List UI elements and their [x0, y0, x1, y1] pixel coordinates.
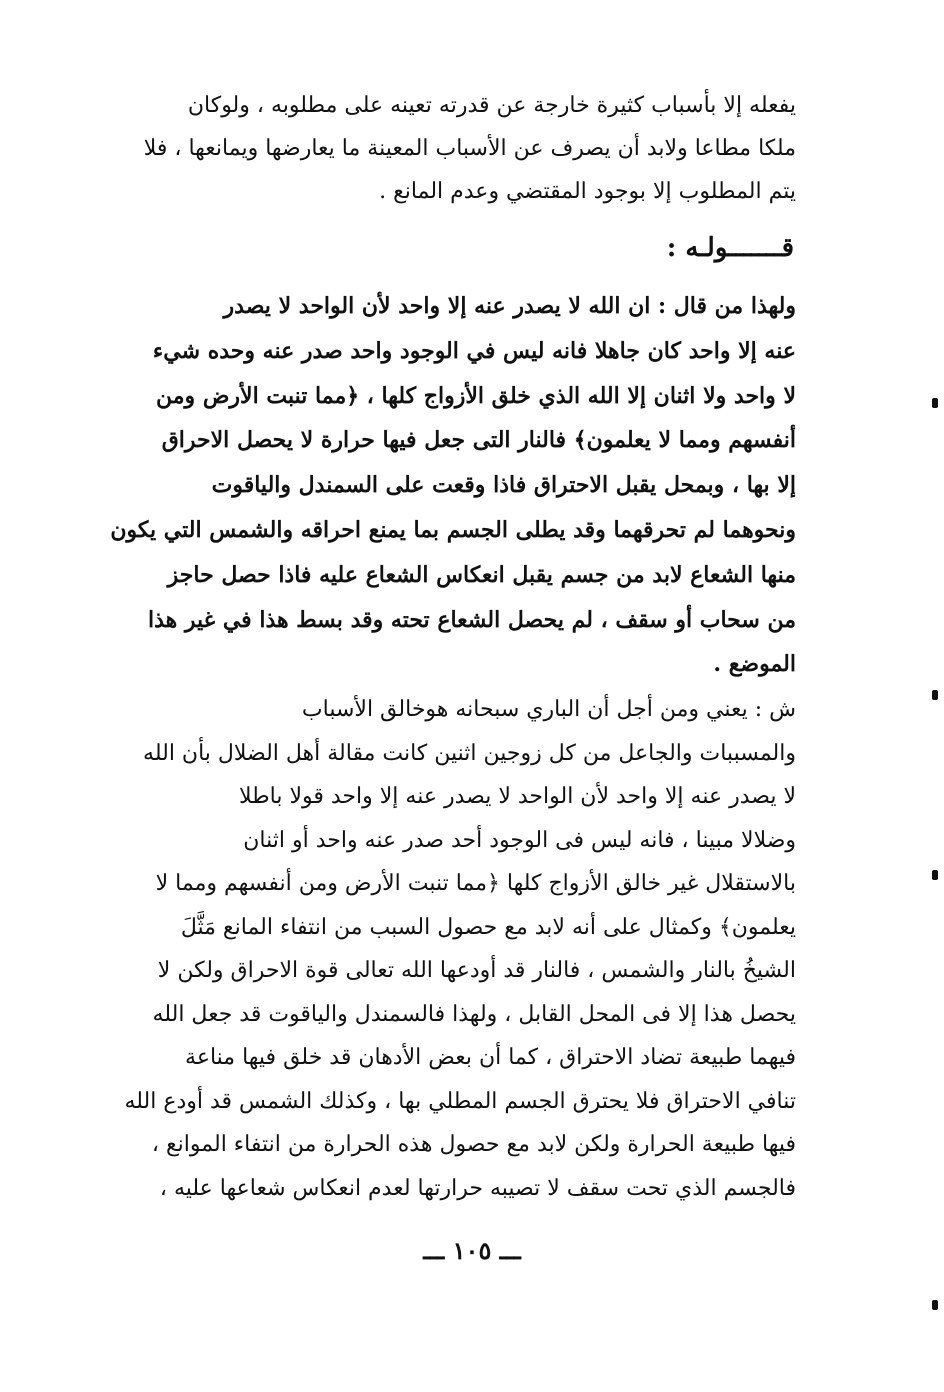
text-line: أنفسهم ومما لا يعلمون﴾ فالنار التى جعل فيها حرارة لا يحصل الاحراق: [161, 427, 796, 454]
text-line: إلا بها ، وبمحل يقبل الاحتراق فاذا وقعت على السمندل والياقوت: [211, 472, 796, 499]
commentary-paragraph: [96, 688, 796, 1210]
scan-mark: [932, 870, 938, 880]
text-line: فيها طبيعة الحرارة ولكن لابد مع حصول هذه الحرارة من انتفاء الموانع ،: [151, 1132, 796, 1157]
scan-mark: [932, 690, 938, 700]
text-line: منها الشعاع لابد من جسم يقبل انعكاس الشعاع عليه فاذا حصل حاجز: [167, 561, 796, 588]
text-line: لا يصدر عنه إلا واحد لأن الواحد لا يصدر عنه إلا واحد قولا باطلا: [239, 784, 796, 809]
text-line: فيهما طبيعة تضاد الاحتراق ، كما أن بعض الأدهان قد خلق فيها مناعة: [185, 1045, 796, 1070]
text-line: ونحوهما لم تحرقهما وقد يطلى الجسم بما يمنع احراقه والشمس التي يكون: [110, 516, 796, 543]
scan-mark: [932, 398, 938, 408]
text-line: يتم المطلوب إلا بوجود المقتضي وعدم المانع .: [379, 179, 796, 204]
text-line: عنه إلا واحد كان جاهلا فانه ليس في الوجود واحد صدر عنه وحده شيء: [152, 337, 796, 364]
scan-mark: [932, 1300, 938, 1310]
text-line: وضلالا مبينا ، فانه ليس فى الوجود أحد صدر عنه واحد أو اثنان: [243, 827, 796, 853]
page-number: ـــ ١٠٥ ـــ: [423, 1236, 521, 1265]
text-line: الشيخُ بالنار والشمس ، فالنار قد أودعها الله تعالى قوة الاحراق ولكن لا: [157, 958, 796, 983]
text-line: الموضع .: [713, 651, 796, 678]
quoted-text-paragraph: [96, 284, 796, 687]
text-line: فالجسم الذي تحت سقف لا تصيبه حرارتها لعدم انعكاس شعاعها عليه ،: [159, 1175, 796, 1201]
text-line: من سحاب أو سقف ، لم يحصل الشعاع تحته وقد بسط هذا في غير هذا: [147, 606, 796, 633]
text-line: بالاستقلال غير خالق الأزواج كلها ﴿مما تنبت الأرض ومن أنفسهم ومما لا: [155, 871, 796, 896]
text-line: ولهذا من قال : ان الله لا يصدر عنه إلا واحد لأن الواحد لا يصدر: [223, 293, 796, 319]
text-line: لا واحد ولا اثنان إلا الله الذي خلق الأزواج كلها ، ﴿مما تنبت الأرض ومن: [156, 382, 796, 409]
text-line: ش : يعني ومن أجل أن الباري سبحانه هوخالق الأسباب: [301, 697, 796, 722]
section-heading: قـــــــولـه :: [666, 233, 794, 263]
text-line: تنافي الاحتراق فلا يحترق الجسم المطلي بها ، وكذلك الشمس قد أودع الله: [124, 1088, 796, 1114]
intro-paragraph: [96, 84, 796, 213]
text-line: يفعله إلا بأسباب كثيرة خارجة عن قدرته تعينه على مطلوبه ، ولوكان: [187, 93, 796, 118]
text-line: ملكا مطاعا ولابد أن يصرف عن الأسباب المعينة ما يعارضها ويمانعها ، فلا: [143, 136, 796, 161]
text-line: يعلمون﴾ وكمثال على أنه لابد مع حصول السبب من انتفاء المانع مَثَّلَ: [180, 914, 796, 940]
text-line: يحصل هذا إلا فى المحل القابل ، ولهذا فالسمندل والياقوت قد جعل الله: [152, 1001, 796, 1027]
text-line: والمسببات والجاعل من كل زوجين اثنين كانت مقالة أهل الضلال بأن الله: [143, 740, 796, 766]
